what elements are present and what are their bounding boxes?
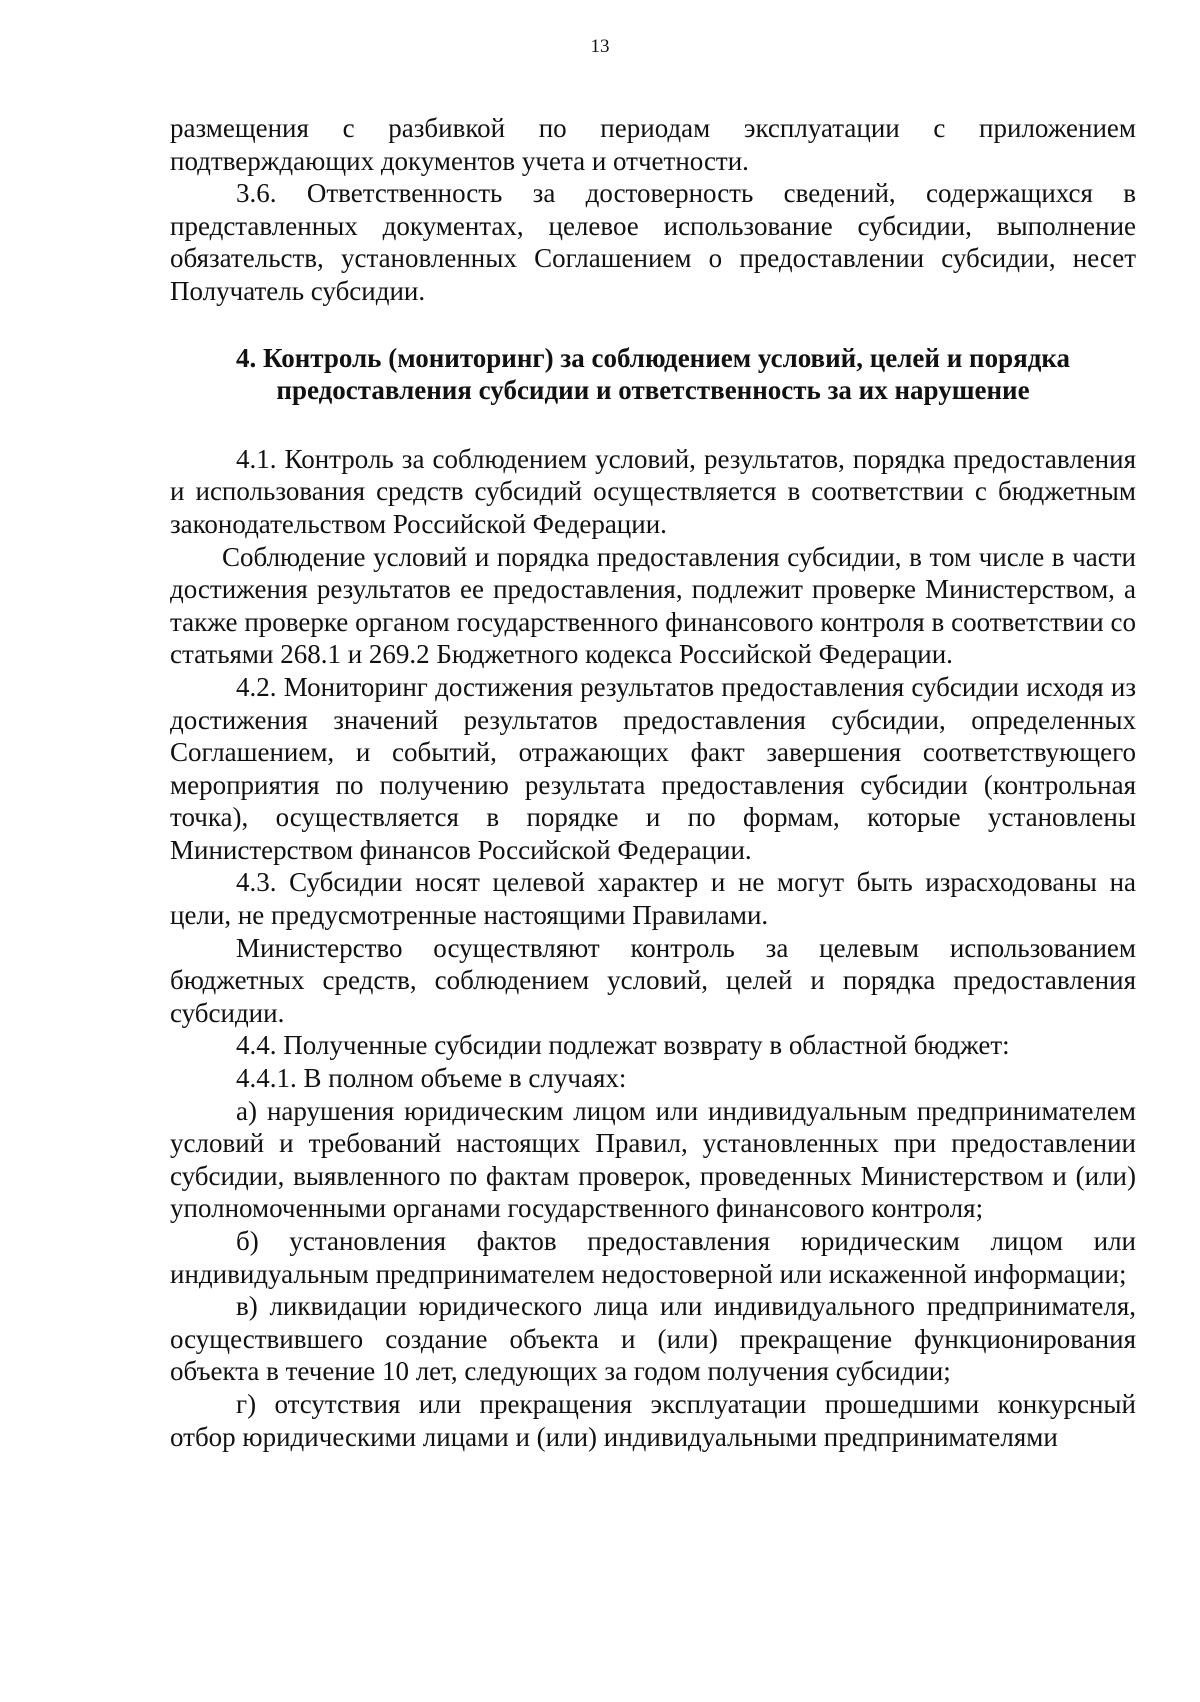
paragraph-3-6: 3.6. Ответственность за достоверность сведений, содержащихся в представленных документах, целевое использование субсидии, выполнение обязательств, установленных Соглашением о предоставлении субсидии, несет Получатель субсидии. — [170, 178, 1136, 306]
paragraph-4-4: 4.4. Полученные субсидии подлежат возврату в областной бюджет: — [236, 1030, 1010, 1061]
section-heading-line-1: 4. Контроль (мониторинг) за соблюдением условий, целей и порядка — [235, 342, 1071, 373]
paragraph-4-2: 4.2. Мониторинг достижения результатов предоставления субсидии исходя из достижения значений результатов предоставления субсидии, определенных Соглашением, и событий, отражающих факт завершения соответствующего мероприятия по получению результата предоставления субсидии (контрольная точка), осуществляется в порядке и по формам, которые установлены Министерством финансов Российской Федерации. — [170, 671, 1136, 865]
section-heading — [170, 342, 1136, 407]
page-number: 13 — [590, 36, 610, 57]
list-item-g: г) отсутствия или прекращения эксплуатации прошедшими конкурсный отбор юридическими лицами и (или) индивидуальными предпринимателями — [170, 1388, 1136, 1452]
paragraph-continuation: размещения с разбивкой по периодам эксплуатации с приложением подтверждающих документов учета и отчетности. — [170, 113, 1136, 176]
list-item-b: б) установления фактов предоставления юридическим лицом или индивидуальным предпринимателем недостоверной или искаженной информации; — [170, 1226, 1136, 1289]
list-item-a: а) нарушения юридическим лицом или индивидуальным предпринимателем условий и требований настоящих Правил, установленных при предоставлении субсидии, выявленного по фактам проверок, проведенных Министерством и (или) уполномоченными органами государственного финансового контроля; — [170, 1095, 1136, 1224]
document-body — [170, 112, 1136, 1453]
list-item-v: в) ликвидации юридического лица или индивидуального предпринимателя, осуществившего создание объекта и (или) прекращение функционирования объекта в течение 10 лет, следующих за годом получения субсидии; — [170, 1291, 1136, 1387]
paragraph-ministry-control: Министерство осуществляют контроль за целевым использованием бюджетных средств, соблюдением условий, целей и порядка предоставления субсидии. — [170, 932, 1136, 1028]
paragraph-4-4-1: 4.4.1. В полном объеме в случаях: — [236, 1063, 627, 1094]
section-heading-line-2: предоставления субсидии и ответственность за их нарушение — [276, 375, 1030, 406]
paragraph-4-1: 4.1. Контроль за соблюдением условий, результатов, порядка предоставления и использования средств субсидий осуществляется в соответствии с бюджетным законодательством Российской Федерации. — [170, 443, 1136, 539]
paragraph-4-3: 4.3. Субсидии носят целевой характер и не могут быть израсходованы на цели, не предусмотренные настоящими Правилами. — [170, 867, 1136, 931]
paragraph-compliance: Соблюдение условий и порядка предоставления субсидии, в том числе в части достижения результатов ее предоставления, подлежит проверке Министерством, а также проверке органом государственного финансового контроля в соответствии со статьями 268.1 и 269.2 Бюджетного кодекса Российской Федерации. — [170, 541, 1136, 670]
